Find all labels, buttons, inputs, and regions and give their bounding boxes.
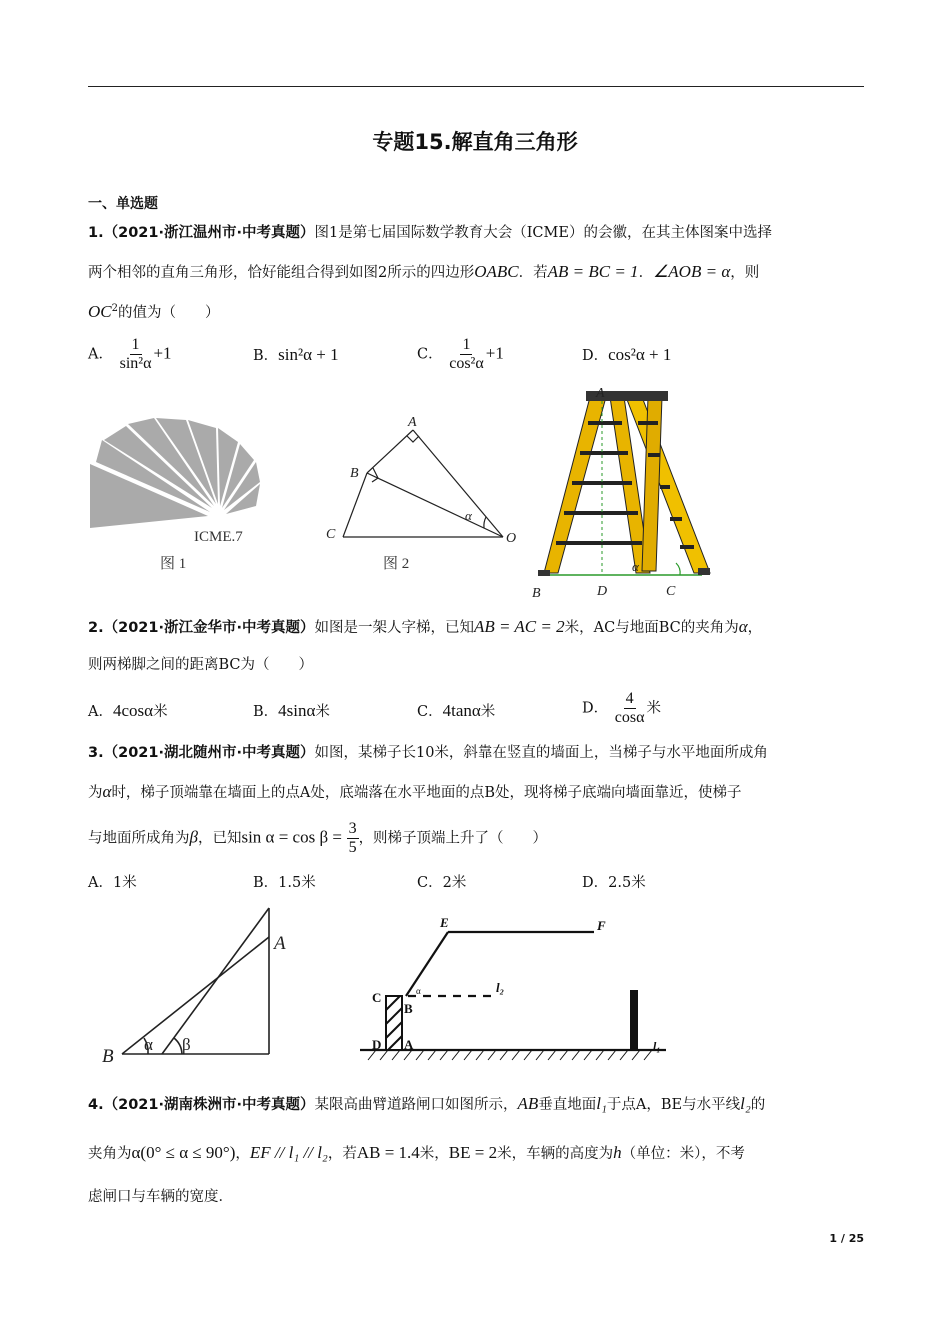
label-c: C [326, 527, 336, 542]
q3-line2: 为α时，梯子顶端靠在墙面上的点A处，底端落在水平地面的点B处，现将梯子底端向墙面靠近，使梯子 [88, 782, 742, 801]
fig1-caption: 图 1 [160, 556, 187, 572]
icme-logo-figure [88, 410, 268, 580]
label-o: O [506, 531, 517, 546]
icme-logo-shapes [90, 418, 260, 528]
gate-figure [356, 910, 676, 1062]
ladder-label-alpha: α [632, 559, 639, 574]
q1-text: 两个相邻的直角三角形，恰好能组合得到如图2所示的四边形 [88, 265, 475, 281]
q3-label-b: B [102, 1046, 114, 1064]
ladder-label-d: D [597, 584, 608, 599]
q2-option-d[interactable]: D． $\frac{4}{\cos\alpha}$ 米 [582, 690, 661, 726]
q4-line2: 夹角为α(0° ≤ α ≤ 90°)，EF // l₁ // l₂，若AB = 1.4米，BE = 2米，车辆的高度为h（单位：米），不考 [88, 1143, 745, 1162]
gate-label-l2: l₂ [496, 980, 505, 995]
q1-text: ，则 [730, 265, 760, 281]
q3-label-a: A [274, 933, 286, 954]
q4-line3: 虑闸口与车辆的宽度． [88, 1189, 233, 1205]
q3-label-beta: β [182, 1035, 191, 1054]
q4-line1: 4.（2021·湖南株洲市·中考真题）某限高曲臂道路闸口如图所示，AB垂直地面l₁于点A，BE与水平线l₂的 [88, 1094, 766, 1113]
q2-option-a[interactable]: A．4cosα米 [88, 701, 168, 720]
ladder-figure [530, 383, 720, 601]
ladder-label-b: B [532, 586, 541, 601]
q1-math: OC [88, 301, 112, 321]
q1-source: （2021·浙江温州市·中考真题） [103, 225, 315, 241]
section-heading: 一、单选题 [88, 196, 158, 212]
q1-text: ．若 [518, 265, 548, 281]
page-number: 1 / 25 [829, 1232, 864, 1245]
q1-line1 [88, 223, 868, 243]
fig2-caption: 图 2 [383, 556, 410, 572]
q2-line2: 则两梯脚之间的距离BC为（ ） [88, 657, 314, 673]
page-title: 专题15.解直角三角形 [372, 130, 578, 154]
q1-option-a[interactable]: A． $\frac{1}{\text{sin²α}}$ +1 [88, 336, 172, 372]
q1-math: OABC [474, 262, 519, 281]
label-alpha: α [465, 508, 472, 523]
q3-wall-ladder-figure [96, 904, 296, 1064]
q1-number: 1. [88, 225, 104, 241]
gate-label-d: D [372, 1037, 382, 1052]
q3-option-d[interactable]: D．2.5米 [582, 875, 646, 891]
q1-option-d[interactable]: D．cos²α + 1 [582, 345, 672, 364]
gate-label-a: A [404, 1037, 414, 1052]
q2-option-b[interactable]: B．4sinα米 [253, 701, 330, 720]
q3-line3: 与地面所成角为β，已知sin α = cos β = $\frac{3}{5}$ ，则梯子顶端上升了（ ） [88, 820, 548, 856]
q2-number: 2. [88, 620, 104, 636]
q1-text: 图1是第七届国际数学教育大会（ICME）的会徽，在其主体图案中选择 [314, 225, 772, 241]
q3-number: 3. [88, 745, 104, 761]
q1-math: AB = BC = 1 [547, 262, 639, 281]
fig2-quadrilateral [318, 410, 528, 580]
label-b: B [350, 466, 359, 481]
q1-math: ∠AOB = α [653, 262, 731, 281]
ladder-label-a: A [596, 386, 605, 401]
q3-option-a[interactable]: A．1米 [88, 875, 137, 891]
q1-line3: $OC^2$的值为（ ） [88, 301, 220, 321]
q3-label-alpha: α [144, 1035, 153, 1054]
q1-option-c[interactable]: C． $\frac{1}{\text{cos²α}}$ +1 [417, 336, 504, 372]
q3-line1: 3.（2021·湖北随州市·中考真题）如图，某梯子长10米，斜靠在竖直的墙面上，当梯子与水平地面所成角 [88, 745, 768, 761]
gate-label-c: C [372, 990, 382, 1005]
gate-label-alpha: α [416, 986, 421, 996]
q1-text: ． [638, 265, 654, 281]
header-rule [88, 86, 864, 87]
q4-number: 4. [88, 1097, 104, 1113]
q1-option-b[interactable]: B．sin²α + 1 [253, 345, 339, 364]
q3-option-b[interactable]: B．1.5米 [253, 875, 316, 891]
q2-source: （2021·浙江金华市·中考真题） [103, 620, 315, 636]
gate-label-l1: l₁ [653, 1039, 661, 1053]
q4-source: （2021·湖南株洲市·中考真题） [103, 1097, 315, 1113]
gate-label-e: E [440, 915, 449, 930]
q3-option-c[interactable]: C．2米 [417, 875, 467, 891]
icme-logo-text: ICME.7 [194, 529, 243, 545]
ladder-label-c: C [666, 584, 676, 599]
q3-source: （2021·湖北随州市·中考真题） [103, 745, 315, 761]
q1-line2 [88, 262, 868, 283]
gate-label-f: F [597, 918, 606, 933]
q2-line1: 2.（2021·浙江金华市·中考真题）如图是一架人字梯，已知AB = AC = 2米，AC与地面BC的夹角为α， [88, 617, 763, 636]
gate-label-b: B [404, 1001, 413, 1016]
label-a: A [408, 415, 417, 430]
q1-text: 的值为（ ） [118, 304, 220, 321]
q2-option-c[interactable]: C．4tanα米 [417, 701, 496, 720]
